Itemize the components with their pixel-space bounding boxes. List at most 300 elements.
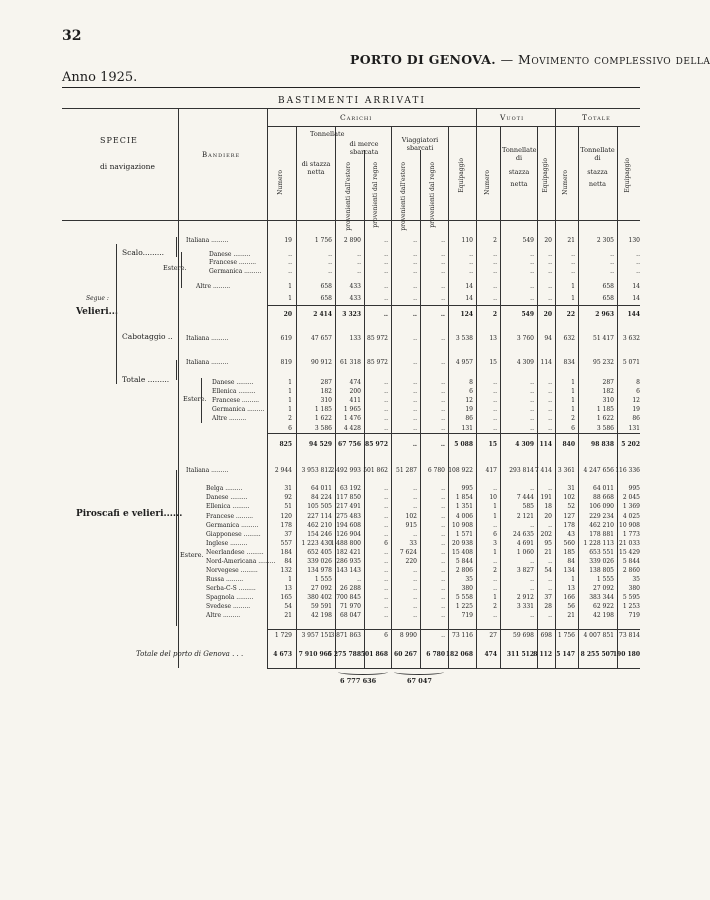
table-cell: 1 965 xyxy=(343,406,361,413)
table-cell: .. xyxy=(493,251,497,258)
table-cell: .. xyxy=(571,268,575,275)
table-cell: 658 xyxy=(602,283,614,290)
table-cell: 3 957 151 xyxy=(301,632,332,639)
table-cell: 8 112 xyxy=(533,651,552,658)
table-cell: 1 xyxy=(493,513,497,520)
table-cell: 501 868 xyxy=(360,651,388,658)
table-cell: .. xyxy=(548,406,552,413)
table-cell: 310 xyxy=(602,397,614,404)
table-cell: 13 xyxy=(567,585,575,592)
table-cell: 184 xyxy=(280,549,292,556)
table-cell: 3 323 xyxy=(342,311,361,318)
table-cell: 7 414 xyxy=(534,467,552,474)
table-cell: .. xyxy=(548,397,552,404)
row-flag-name: Germanica ......... xyxy=(212,406,265,413)
table-cell: .. xyxy=(441,268,445,275)
hdr-viaggiatori: Viaggiatori sbarcati xyxy=(401,136,439,153)
table-cell: .. xyxy=(384,295,388,302)
table-cell: .. xyxy=(530,415,534,422)
table-row xyxy=(0,575,640,584)
table-cell: 133 xyxy=(349,335,361,342)
table-cell: .. xyxy=(384,283,388,290)
table-row xyxy=(0,593,640,602)
table-cell: 474 xyxy=(349,379,361,386)
table-cell: 2 414 xyxy=(313,311,332,318)
table-cell: 6 780 xyxy=(426,651,445,658)
row-flag-name: Germanica ......... xyxy=(209,268,262,275)
table-cell: 1 xyxy=(571,406,575,413)
table-cell: .. xyxy=(610,268,614,275)
table-cell: 86 xyxy=(465,415,473,422)
table-cell: 90 912 xyxy=(311,359,332,366)
table-cell: 6 xyxy=(384,632,388,639)
table-cell: 3 632 xyxy=(622,335,640,342)
table-cell: 194 608 xyxy=(336,522,361,529)
table-cell: 411 xyxy=(349,397,361,404)
table-cell: .. xyxy=(441,558,445,565)
title-main: PORTO DI GENOVA. xyxy=(350,52,496,67)
table-cell: .. xyxy=(413,485,417,492)
table-cell: 85 972 xyxy=(367,335,388,342)
table-cell: 110 xyxy=(461,237,473,244)
table-cell: 2 806 xyxy=(455,567,473,574)
table-cell: 719 xyxy=(628,612,640,619)
table-cell: 825 xyxy=(279,441,292,448)
row-flag-name: Italiana ......... xyxy=(186,237,229,244)
table-cell: .. xyxy=(413,388,417,395)
table-cell: .. xyxy=(441,335,445,342)
table-cell: 27 092 xyxy=(593,585,614,592)
table-cell: .. xyxy=(288,268,292,275)
hdr-prov-estero: provenienti dall'estero xyxy=(345,162,352,231)
table-cell: 116 336 xyxy=(615,467,640,474)
table-cell: 549 xyxy=(522,237,534,244)
table-cell: 14 xyxy=(632,283,640,290)
table-cell: .. xyxy=(384,268,388,275)
table-cell: 2 944 xyxy=(274,467,292,474)
table-row xyxy=(0,396,640,405)
table-cell: 6 xyxy=(493,531,497,538)
table-cell: 3 361 xyxy=(557,467,575,474)
hdr-stazza-vuoti: stazza xyxy=(508,168,530,176)
table-row xyxy=(0,502,640,511)
table-cell: 5 558 xyxy=(455,594,473,601)
table-cell: 653 551 xyxy=(589,549,614,556)
table-cell: 35 xyxy=(465,576,473,583)
table-cell: 4 309 xyxy=(516,359,534,366)
table-row xyxy=(0,258,640,267)
table-cell: .. xyxy=(548,295,552,302)
table-cell: .. xyxy=(413,576,417,583)
table-cell: .. xyxy=(384,379,388,386)
table-row xyxy=(0,334,640,343)
table-cell: .. xyxy=(413,359,417,366)
table-row xyxy=(0,557,640,566)
table-cell: 132 xyxy=(280,567,292,574)
table-cell: .. xyxy=(548,558,552,565)
table-cell: 37 xyxy=(284,531,292,538)
table-cell: .. xyxy=(548,585,552,592)
row-flag-name: Norvegese ......... xyxy=(206,567,258,574)
totale-text: Totale xyxy=(122,375,146,384)
table-cell: .. xyxy=(384,594,388,601)
table-row xyxy=(0,424,640,433)
table-cell: .. xyxy=(441,485,445,492)
table-cell: 311 512 xyxy=(506,651,534,658)
table-cell: 1 488 800 xyxy=(330,540,361,547)
table-cell: 84 xyxy=(567,558,575,565)
table-cell: 719 xyxy=(461,612,473,619)
table-cell: 21 xyxy=(284,612,292,619)
table-row xyxy=(0,282,640,291)
page-number: 32 xyxy=(62,28,82,44)
table-row xyxy=(0,294,640,303)
table-cell: 1 xyxy=(571,283,575,290)
table-cell: .. xyxy=(357,576,361,583)
table-cell: 35 xyxy=(632,576,640,583)
table-cell: 8 xyxy=(636,379,640,386)
table-cell: 4 957 xyxy=(455,359,473,366)
table-cell: .. xyxy=(441,594,445,601)
table-cell: .. xyxy=(384,531,388,538)
table-cell: 7 624 xyxy=(399,549,417,556)
table-cell: .. xyxy=(493,425,497,432)
table-cell: 287 xyxy=(602,379,614,386)
table-cell: 1 xyxy=(571,397,575,404)
table-cell: .. xyxy=(413,295,417,302)
table-cell: 190 180 xyxy=(612,651,640,658)
brace-sum-viagg xyxy=(394,669,444,675)
table-cell: 4 247 656 xyxy=(583,467,614,474)
table-cell: .. xyxy=(441,585,445,592)
table-cell: 217 491 xyxy=(336,503,361,510)
hdr-merce: di merce sbarcata xyxy=(349,140,379,157)
table-cell: 95 232 xyxy=(593,359,614,366)
hdr-stazza: di stazza netta xyxy=(301,160,331,177)
table-cell: 20 xyxy=(544,237,552,244)
table-cell: .. xyxy=(571,251,575,258)
sum-viaggiatori: 67 047 xyxy=(407,677,432,685)
table-cell: 380 xyxy=(628,585,640,592)
table-cell: .. xyxy=(530,522,534,529)
table-cell: .. xyxy=(328,251,332,258)
table-cell: .. xyxy=(441,379,445,386)
table-row xyxy=(0,602,640,611)
table-cell: .. xyxy=(384,576,388,583)
table-cell: .. xyxy=(383,311,388,318)
table-cell: 131 xyxy=(628,425,640,432)
table-cell: 114 xyxy=(540,359,552,366)
table-cell: .. xyxy=(548,576,552,583)
row-flag-name: Francese ......... xyxy=(209,259,257,266)
table-cell: 2 492 993 xyxy=(330,467,361,474)
table-cell: 462 210 xyxy=(589,522,614,529)
table-cell: 94 xyxy=(544,335,552,342)
hdr-equipaggio: Equipaggio xyxy=(458,158,465,193)
table-cell: .. xyxy=(441,295,445,302)
table-cell: 37 xyxy=(544,594,552,601)
table-cell: 380 402 xyxy=(307,594,332,601)
table-cell: 20 938 xyxy=(452,540,473,547)
table-cell: 1 756 xyxy=(314,237,332,244)
table-cell: 585 xyxy=(522,503,534,510)
table-cell: .. xyxy=(441,612,445,619)
table-cell: 108 922 xyxy=(448,467,473,474)
table-cell: 549 xyxy=(521,311,534,318)
table-cell: .. xyxy=(530,283,534,290)
table-cell: .. xyxy=(441,415,445,422)
table-cell: 1 xyxy=(288,283,292,290)
table-cell: 2 xyxy=(492,311,497,318)
table-cell: .. xyxy=(493,379,497,386)
table-cell: 433 xyxy=(349,295,361,302)
hdr-viagg-estero: provenienti dall'estero xyxy=(400,162,407,231)
table-cell: .. xyxy=(413,612,417,619)
row-flag-name: Francese ......... xyxy=(206,513,254,520)
table-cell: .. xyxy=(413,397,417,404)
row-flag-name: Danese ......... xyxy=(206,494,248,501)
table-cell: 380 xyxy=(461,585,473,592)
hdr-equip-vuoti: Equipaggio xyxy=(542,158,549,193)
table-cell: 286 935 xyxy=(336,558,361,565)
table-cell: .. xyxy=(384,388,388,395)
table-cell: 6 xyxy=(469,388,473,395)
table-cell: 42 198 xyxy=(593,612,614,619)
table-cell: 19 xyxy=(284,237,292,244)
table-cell: 12 xyxy=(632,397,640,404)
row-flag-name: Spagnola ......... xyxy=(206,594,254,601)
table-cell: .. xyxy=(384,397,388,404)
hdr-netta-tot: netta xyxy=(588,180,607,188)
table-cell: 383 344 xyxy=(589,594,614,601)
estere-text: Estere xyxy=(183,395,205,403)
table-cell: 182 xyxy=(320,388,332,395)
table-row xyxy=(0,405,640,414)
table-cell: 5 147 xyxy=(556,651,575,658)
table-cell: .. xyxy=(636,259,640,266)
table-cell: 5 844 xyxy=(622,558,640,565)
table-cell: 127 xyxy=(563,513,575,520)
table-cell: .. xyxy=(288,259,292,266)
table-row xyxy=(0,631,640,640)
table-cell: .. xyxy=(441,513,445,520)
table-cell: 632 xyxy=(563,335,575,342)
table-cell: .. xyxy=(548,259,552,266)
table-cell: 840 xyxy=(562,441,575,448)
hdr-vuoti: Vuoti xyxy=(500,113,525,122)
table-cell: 8 990 xyxy=(399,632,417,639)
table-cell: 73 116 xyxy=(452,632,473,639)
table-cell: 54 xyxy=(544,567,552,574)
table-cell: 1 xyxy=(571,379,575,386)
table-cell: .. xyxy=(413,425,417,432)
table-cell: 33 xyxy=(409,540,417,547)
table-cell: .. xyxy=(384,612,388,619)
table-cell: .. xyxy=(441,603,445,610)
table-cell: 102 xyxy=(563,494,575,501)
table-cell: 1 185 xyxy=(596,406,614,413)
table-cell: 31 xyxy=(284,485,292,492)
hdr-numero-tot: Numero xyxy=(562,170,569,195)
table-cell: 94 529 xyxy=(309,441,332,448)
hdr-bandiere: Bandiere xyxy=(202,151,241,159)
table-cell: .. xyxy=(530,268,534,275)
table-cell: 15 xyxy=(488,441,497,448)
table-cell: .. xyxy=(384,558,388,565)
table-cell: 652 405 xyxy=(307,549,332,556)
table-cell: .. xyxy=(441,540,445,547)
row-flag-name: Altre ......... xyxy=(212,415,247,422)
table-cell: 47 657 xyxy=(311,335,332,342)
table-cell: .. xyxy=(413,585,417,592)
table-cell: .. xyxy=(384,522,388,529)
table-cell: .. xyxy=(384,259,388,266)
table-row xyxy=(0,530,640,539)
table-cell: 54 xyxy=(284,603,292,610)
table-cell: 120 xyxy=(280,513,292,520)
table-cell: 1 xyxy=(571,295,575,302)
table-cell: 4 691 xyxy=(516,540,534,547)
table-cell: 85 972 xyxy=(367,359,388,366)
table-cell: .. xyxy=(548,251,552,258)
brace-sum-merce xyxy=(338,669,388,675)
table-cell: 15 429 xyxy=(619,549,640,556)
table-cell: 114 xyxy=(539,441,552,448)
table-cell: 1 225 xyxy=(455,603,473,610)
table-cell: .. xyxy=(413,603,417,610)
table-cell: 819 xyxy=(280,359,292,366)
table-cell: 3 827 xyxy=(516,567,534,574)
table-cell: .. xyxy=(441,283,445,290)
table-cell: 166 xyxy=(563,594,575,601)
table-cell: 71 970 xyxy=(340,603,361,610)
table-cell: 1 223 430 xyxy=(301,540,332,547)
table-cell: 3 586 xyxy=(314,425,332,432)
table-cell: 10 xyxy=(489,494,497,501)
hdr-specie: SPECIE xyxy=(100,136,138,145)
hdr-ton-tot: Tonnellate di xyxy=(580,146,615,163)
table-cell: 86 xyxy=(632,415,640,422)
table-row xyxy=(0,378,640,387)
table-cell: 2 860 xyxy=(622,567,640,574)
table-cell: 287 xyxy=(320,379,332,386)
table-cell: 2 xyxy=(493,567,497,574)
table-cell: 21 xyxy=(544,549,552,556)
row-flag-name: Francese ......... xyxy=(212,397,260,404)
table-cell: 28 xyxy=(544,603,552,610)
table-cell: 182 421 xyxy=(336,549,361,556)
row-flag-name: Italiana ......... xyxy=(186,467,229,474)
table-cell: 178 xyxy=(563,522,575,529)
table-cell: 134 978 xyxy=(307,567,332,574)
table-cell: 13 xyxy=(284,585,292,592)
table-cell: .. xyxy=(357,268,361,275)
table-cell: .. xyxy=(328,259,332,266)
table-cell: 6 275 788 xyxy=(327,651,361,658)
table-cell: 7 444 xyxy=(516,494,534,501)
table-cell: .. xyxy=(530,485,534,492)
table-cell: 1 351 xyxy=(455,503,473,510)
table-cell: 102 xyxy=(405,513,417,520)
table-cell: 130 xyxy=(628,237,640,244)
table-cell: .. xyxy=(384,513,388,520)
table-cell: 7 910 965 xyxy=(298,651,332,658)
table-cell: .. xyxy=(548,425,552,432)
table-cell: 3 xyxy=(493,540,497,547)
table-cell: 43 xyxy=(567,531,575,538)
table-cell: 5 088 xyxy=(454,441,473,448)
hdr-ton-vuoti: Tonnellate di xyxy=(502,146,537,163)
row-flag-name: Altre ......... xyxy=(196,283,231,290)
table-cell: .. xyxy=(530,558,534,565)
table-cell: 6 780 xyxy=(427,467,445,474)
table-cell: 126 904 xyxy=(336,531,361,538)
table-cell: 8 xyxy=(469,379,473,386)
estere-text: Estere xyxy=(163,264,185,272)
label-totale-porto: Totale del porto di Genova . . . xyxy=(136,650,244,658)
table-cell: 1 xyxy=(288,406,292,413)
table-cell: 98 838 xyxy=(591,441,614,448)
table-cell: 178 xyxy=(280,522,292,529)
table-cell: .. xyxy=(441,522,445,529)
sum-merce: 6 777 636 xyxy=(340,677,377,685)
table-cell: 6 xyxy=(571,425,575,432)
table-cell: 700 845 xyxy=(336,594,361,601)
table-cell: .. xyxy=(493,406,497,413)
table-cell: .. xyxy=(493,558,497,565)
table-cell: 4 006 xyxy=(455,513,473,520)
table-cell: .. xyxy=(571,259,575,266)
subtotal-line xyxy=(267,433,640,434)
table-cell: 6 xyxy=(636,388,640,395)
table-cell: 15 408 xyxy=(452,549,473,556)
table-cell: 3 871 863 xyxy=(330,632,361,639)
table-cell: .. xyxy=(493,585,497,592)
table-cell: .. xyxy=(384,585,388,592)
table-cell: 60 267 xyxy=(394,651,417,658)
table-cell: .. xyxy=(413,494,417,501)
table-cell: 14 xyxy=(632,295,640,302)
table-cell: .. xyxy=(413,283,417,290)
hdr-di-navigazione: di navigazione xyxy=(100,162,155,171)
table-cell: 185 xyxy=(563,549,575,556)
table-cell: 20 xyxy=(544,513,552,520)
table-cell: 42 198 xyxy=(311,612,332,619)
table-cell: 5 202 xyxy=(621,441,640,448)
table-cell: .. xyxy=(548,485,552,492)
table-cell: 227 114 xyxy=(307,513,332,520)
row-flag-name: Ellenica ......... xyxy=(212,388,256,395)
table-cell: 178 881 xyxy=(589,531,614,538)
piroscafi-text: Piroscafi e velieri xyxy=(76,509,164,519)
table-cell: 1 xyxy=(288,397,292,404)
table-cell: 14 xyxy=(465,283,473,290)
table-cell: 1 622 xyxy=(596,415,614,422)
table-cell: 1 xyxy=(493,594,497,601)
table-cell: 68 047 xyxy=(340,612,361,619)
table-cell: 4 309 xyxy=(515,441,534,448)
table-cell: 51 287 xyxy=(396,467,417,474)
table-cell: 2 963 xyxy=(595,311,614,318)
table-cell: 18 xyxy=(544,503,552,510)
table-cell: 3 586 xyxy=(596,425,614,432)
table-cell: 124 xyxy=(460,311,473,318)
table-cell: .. xyxy=(441,359,445,366)
table-cell: .. xyxy=(530,397,534,404)
row-flag-name: Ellenica ......... xyxy=(206,503,250,510)
table-cell: .. xyxy=(441,503,445,510)
table-row xyxy=(0,358,640,367)
